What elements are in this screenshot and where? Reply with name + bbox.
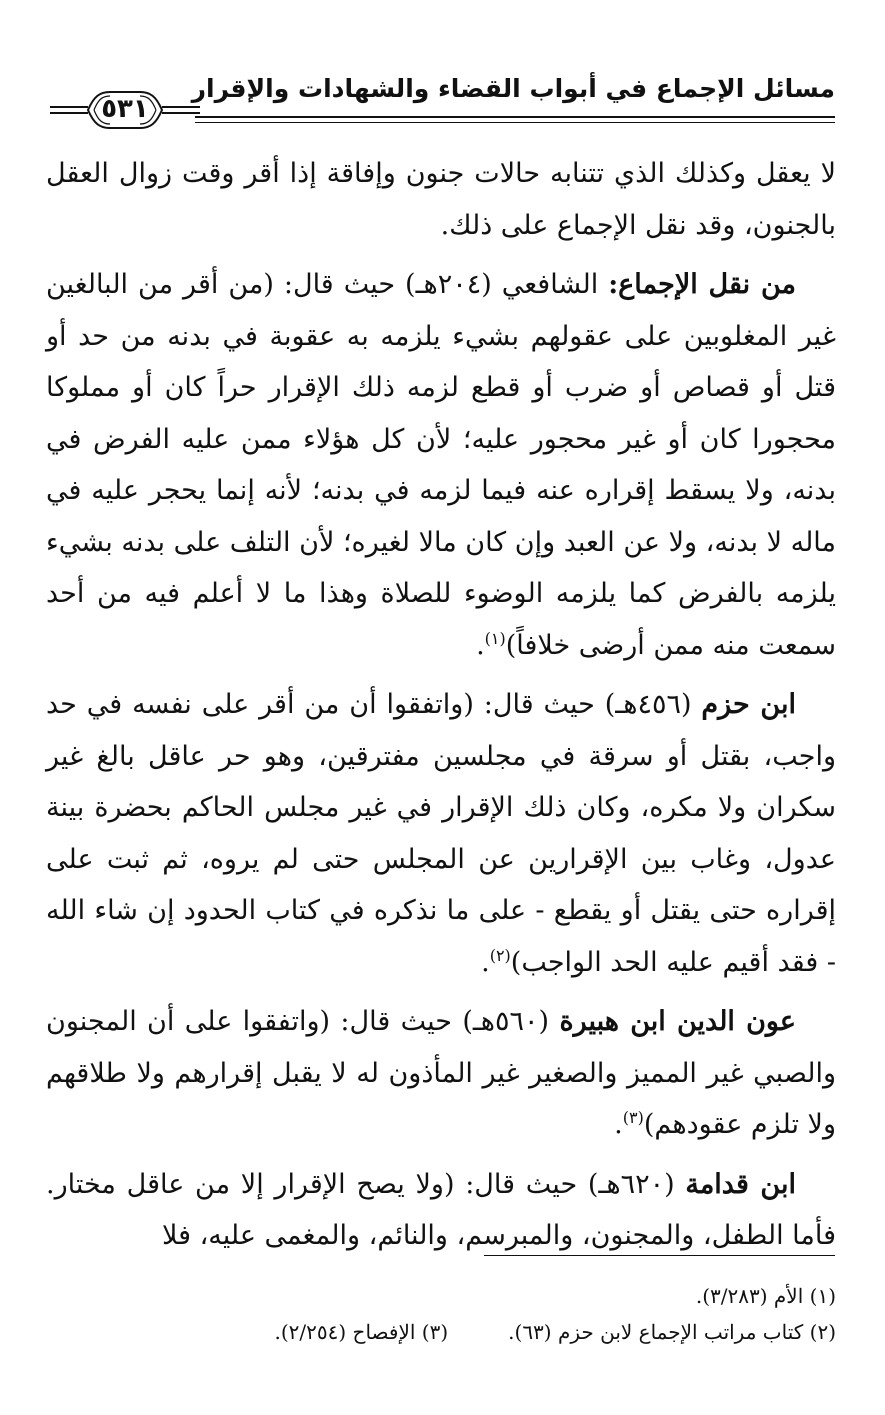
paragraph-lead: عون الدين ابن هبيرة bbox=[559, 1006, 796, 1037]
footnote-1: (١) الأم (٣/٢٨٣). bbox=[695, 1284, 836, 1308]
page-header bbox=[50, 62, 835, 134]
footnote-3: (٣) الإفصاح (٢/٢٥٤). bbox=[274, 1320, 449, 1344]
paragraph-text: الشافعي (٢٠٤هـ) حيث قال: (من أقر من البالغين غير المغلوبين على عقولهم بشيء يلزمه به عقوبة في بدنه من حد أو قتل أو قصاص أو ضرب أو قطع لزمه ذلك الإقرار حراً كان أو مملوكا محجورا كان أو غير محجور عليه؛ لأن كل هؤلاء ممن عليه الفرض في بدنه، ولا يسقط إقراره عنه فيما لزمه في بدنه؛ لأنه إنما يحجر عليه في ماله لا بدنه، ولا عن العبد وإن كان مالا لغيره؛ لأن التلف على بدنه بشيء يلزمه بالفرض كما يلزمه الوضوء للصلاة وهذا ما لا أعلم فيه من أحد سمعت منه ممن أرضى خلافاً) bbox=[46, 269, 836, 661]
paragraph bbox=[46, 1159, 836, 1262]
paragraph-text: (٦٢٠هـ) حيث قال: (ولا يصح الإقرار إلا من عاقل مختار. فأما الطفل، والمجنون، والمبرسم، والنائم، والمغمى عليه، فلا bbox=[46, 1168, 836, 1251]
page-number: ٥٣١ bbox=[101, 94, 149, 124]
paragraph-lead: من نقل الإجماع: bbox=[608, 269, 796, 300]
main-text bbox=[46, 148, 836, 1270]
paragraph-text: (٥٦٠هـ) حيث قال: (واتفقوا على أن المجنون والصبي غير المميز والصغير غير المأذون له لا يقبل إقرارهم ولا طلاقهم ولا تلزم عقودهم) bbox=[46, 1006, 836, 1140]
running-title: مسائل الإجماع في أبواب القضاء والشهادات والإقرار bbox=[191, 74, 835, 103]
header-rule bbox=[195, 116, 835, 118]
paragraph-text: لا يعقل وكذلك الذي تتنابه حالات جنون وإفاقة إذا أقر وقت زوال العقل بالجنون، وقد نقل الإجماع على ذلك. bbox=[46, 158, 836, 241]
paragraph-end: . bbox=[614, 1109, 623, 1140]
footnote-rule bbox=[484, 1255, 835, 1256]
footnote-row bbox=[46, 1314, 836, 1350]
paragraph-end: . bbox=[476, 629, 485, 661]
page-number-frame bbox=[50, 86, 200, 132]
paragraph-lead: ابن حزم bbox=[701, 689, 796, 720]
paragraph-text: (٤٥٦هـ) حيث قال: (واتفقوا أن من أقر على نفسه في حد واجب، بقتل أو سرقة في مجلسين مفترقين، وهو حر عاقل بالغ غير سكران ولا مكره، وكان ذلك الإقرار في غير مجلس الحاكم بحضرة بينة عدول، وغاب بين الإقرارين عن المجلس حتى لم يروه، ثم ثبت على إقراره حتى يقتل أو يقطع - على ما نذكره في كتاب الحدود إن شاء الله - فقد أقيم عليه الحد الواجب) bbox=[46, 689, 836, 978]
paragraph bbox=[46, 679, 836, 988]
footnote-ref: (٢) bbox=[489, 945, 511, 965]
footnote-ref: (٣) bbox=[622, 1108, 644, 1127]
paragraph-end: . bbox=[481, 946, 490, 978]
paragraph bbox=[46, 996, 836, 1151]
footnote-ref: (١) bbox=[484, 628, 506, 648]
footnote-2: (٢) كتاب مراتب الإجماع لابن حزم (٦٣). bbox=[508, 1320, 836, 1344]
header-rule-thin bbox=[195, 122, 835, 123]
paragraph bbox=[46, 148, 836, 251]
paragraph bbox=[46, 259, 836, 671]
paragraph-lead: ابن قدامة bbox=[685, 1168, 796, 1200]
footnotes bbox=[46, 1278, 836, 1350]
